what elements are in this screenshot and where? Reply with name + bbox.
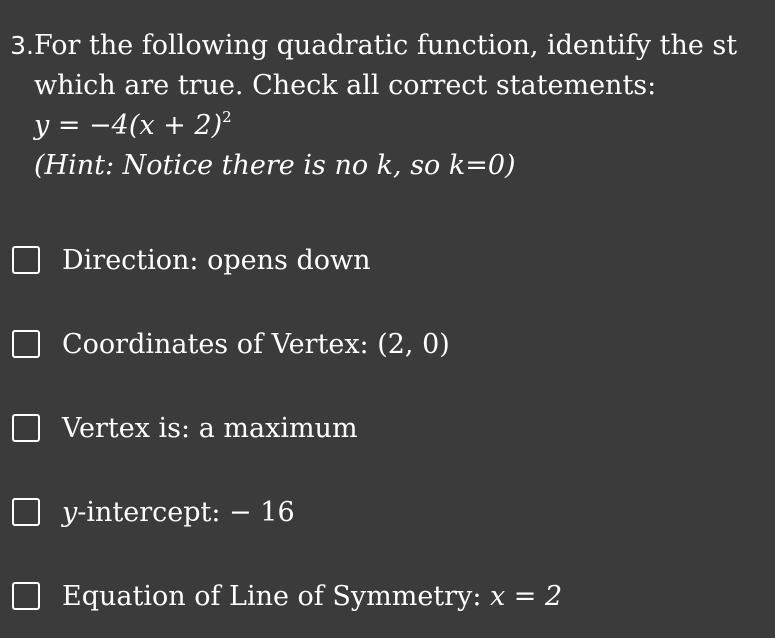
question-line-2 bbox=[0, 66, 775, 106]
option-symmetry-line[interactable] bbox=[12, 554, 562, 638]
equation-exponent: 2 bbox=[222, 108, 232, 126]
question-number: 3. bbox=[10, 31, 34, 60]
option-label-y-intercept bbox=[62, 497, 295, 528]
options-list bbox=[12, 218, 562, 638]
checkbox-vertex-coordinates[interactable] bbox=[12, 330, 40, 358]
option-vertex-coordinates[interactable] bbox=[12, 302, 562, 386]
question-text-2: which are true. Check all correct statements: bbox=[34, 70, 657, 101]
option-vertex-type[interactable] bbox=[12, 386, 562, 470]
option-direction[interactable] bbox=[12, 218, 562, 302]
checkbox-symmetry-line[interactable] bbox=[12, 582, 40, 610]
hint-line bbox=[0, 146, 775, 186]
option-label-vertex-type: Vertex is: a maximum bbox=[62, 412, 358, 444]
hint-text: (Hint: Notice there is no k, so k=0) bbox=[34, 150, 516, 181]
y-intercept-text: -intercept: − 16 bbox=[77, 496, 295, 528]
checkbox-y-intercept[interactable] bbox=[12, 498, 40, 526]
option-y-intercept[interactable] bbox=[12, 470, 562, 554]
checkbox-vertex-type[interactable] bbox=[12, 414, 40, 442]
symmetry-equation: x = 2 bbox=[490, 580, 563, 612]
equation: y = −4(x + 2) bbox=[34, 110, 223, 141]
option-label-direction: Direction: opens down bbox=[62, 244, 371, 276]
question-line-1 bbox=[0, 26, 775, 66]
checkbox-direction[interactable] bbox=[12, 246, 40, 274]
question-text-1: For the following quadratic function, identify the st bbox=[34, 30, 738, 61]
y-variable: y bbox=[62, 496, 78, 528]
option-label-vertex-coordinates: Coordinates of Vertex: (2, 0) bbox=[62, 328, 450, 360]
symmetry-text: Equation of Line of Symmetry: bbox=[62, 580, 490, 612]
equation-line bbox=[0, 106, 775, 146]
question-block bbox=[0, 26, 775, 186]
option-label-symmetry-line bbox=[62, 581, 562, 612]
